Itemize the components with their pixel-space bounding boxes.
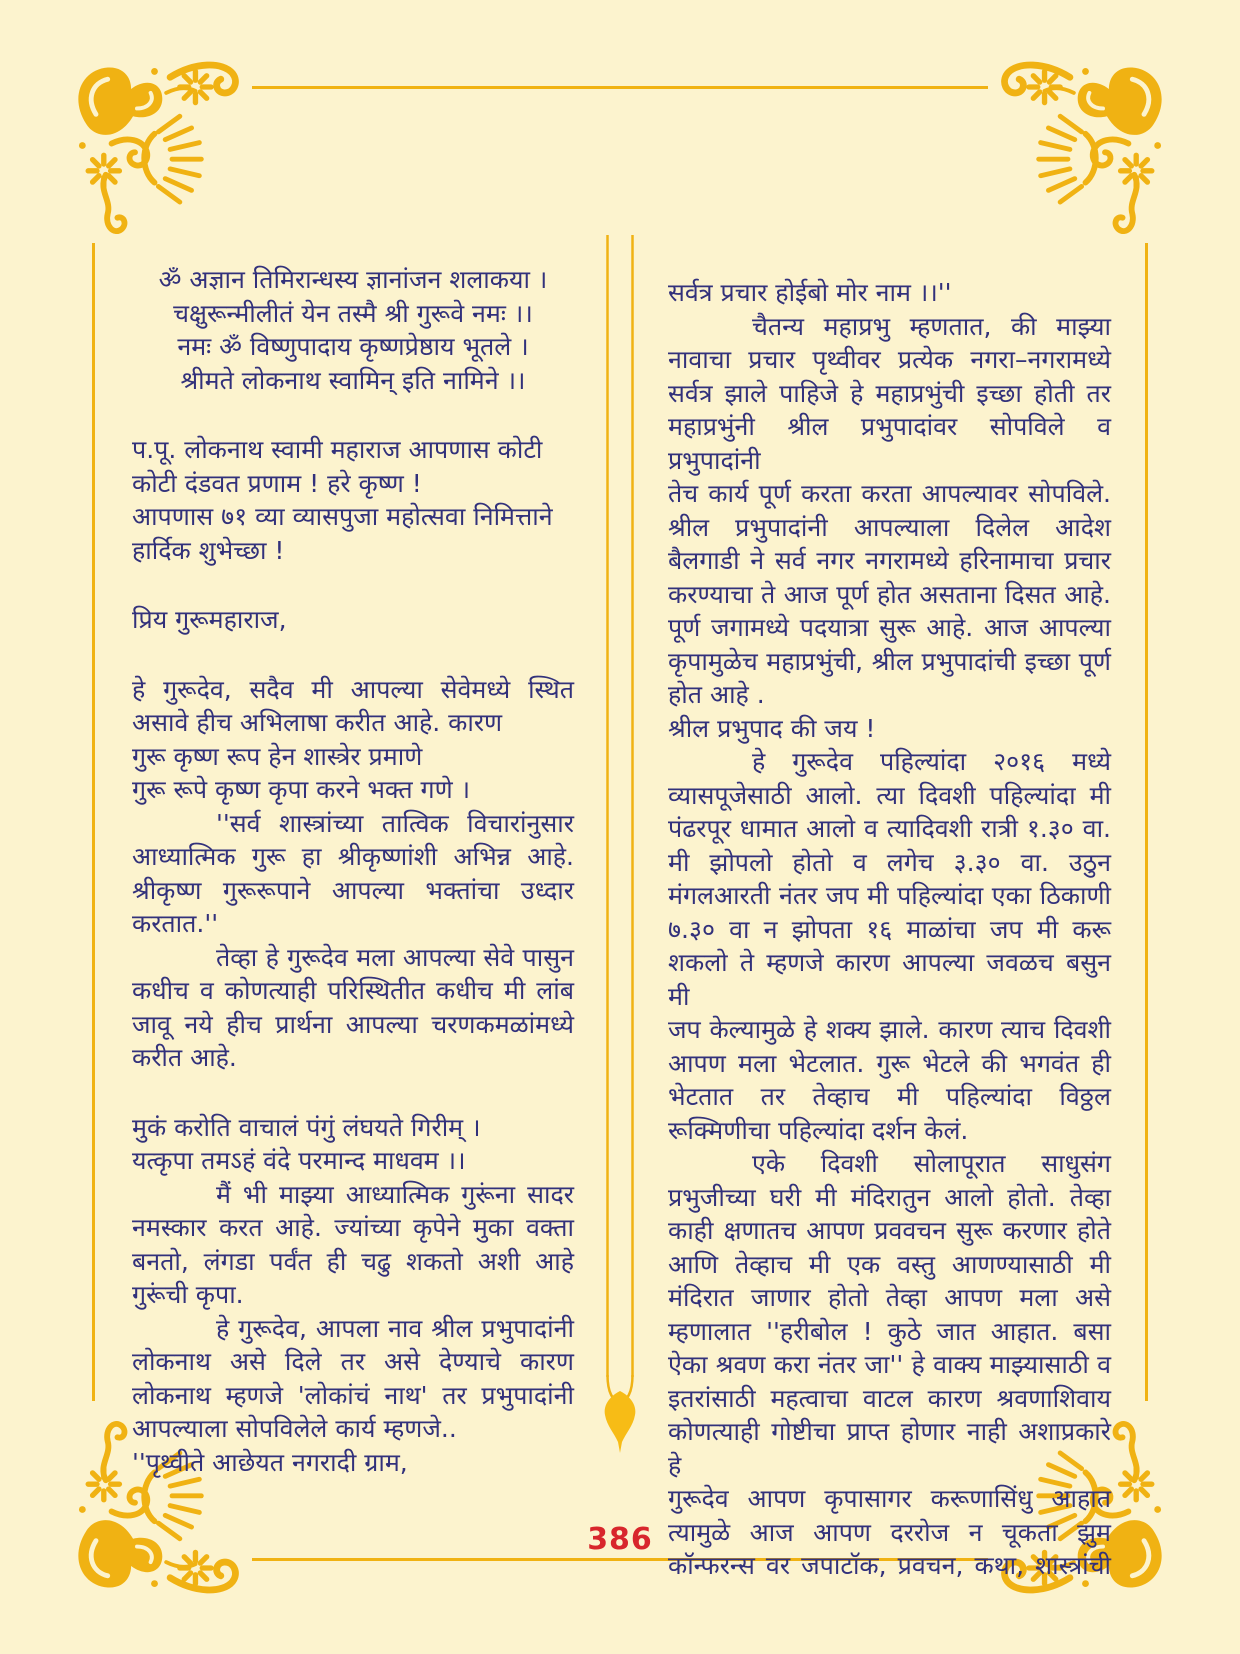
text-line: प्रिय गुरूमहाराज, (132, 605, 287, 634)
page-number: 386 (587, 1522, 653, 1557)
text-line: भेटतात तर तेव्हाच मी पहिल्यांदा विठ्ठल (668, 1082, 1111, 1111)
text-line: आपणास ७१ व्या व्यासपुजा महोत्सवा निमित्ताने (132, 502, 553, 531)
opening-verse (132, 263, 574, 397)
text-line: त्यामुळे आज आपण दररोज न चूकता झुम (668, 1517, 1111, 1547)
border-line-right (1145, 243, 1148, 1401)
text-line: ऐका श्रवण करा नंतर जा'' हे वाक्य माझ्यासाठी व (668, 1350, 1111, 1379)
text-line: होत आहे . (668, 680, 765, 709)
text-line: करण्याचा ते आज पूर्ण होत असताना दिसत आहे. (668, 579, 1111, 609)
text-line: आपण मला भेटलात. गुरू भेटले की भगवंत ही (668, 1048, 1111, 1078)
text-line: तेव्हा हे गुरूदेव मला आपल्या सेवे पासुन (216, 942, 574, 972)
text-line: प.पू. लोकनाथ स्वामी महाराज आपणास कोटी (132, 435, 543, 464)
text-line: गुरूदेव आपण कृपासागर करूणासिंधु आहात (668, 1484, 1111, 1513)
quoted-verse-line (668, 276, 1111, 310)
jai-line (668, 712, 1111, 746)
text-line: कोणत्याही गोष्टीचा प्राप्त होणार नाही अशाप्रकारे हे (668, 1417, 1111, 1480)
text-line: हार्दिक शुभेच्छा ! (132, 535, 285, 565)
left-text-column (132, 263, 574, 1479)
text-line: कॉन्फरन्स वर जपाटॉक, प्रवचन, कथा, शास्त्रांची (668, 1551, 1111, 1580)
body-paragraph (132, 807, 574, 941)
text-line: कधीच व कोणत्याही परिस्थितीत कधीच मी लांब (132, 976, 574, 1005)
sanskrit-couplet (132, 1111, 574, 1178)
body-paragraph (668, 745, 1111, 1147)
text-line: लोकनाथ असे दिले तर असे देण्याचे कारण (132, 1347, 574, 1376)
text-line: नमः ॐ विष्णुपादाय कृष्णप्रेष्ठाय भूतले । (177, 332, 529, 361)
text-line: करतात.'' (132, 909, 219, 938)
text-line: करीत आहे. (132, 1043, 237, 1072)
text-line: कोटी दंडवत प्रणाम ! हरे कृष्ण ! (132, 468, 422, 498)
text-line: हे गुरूदेव पहिल्यांदा २०१६ मध्ये (752, 747, 1111, 776)
text-line: लोकनाथ म्हणजे 'लोकांचं नाथ' तर प्रभुपादांनी (132, 1380, 574, 1410)
text-line: जावू नये हीच प्रार्थना आपल्या चरणकमळांमध्ये (132, 1009, 574, 1039)
text-line: ''पृथ्वीते आछेयत नगरादी ग्राम, (132, 1447, 408, 1477)
text-line: इतरांसाठी महत्वाचा वाटल कारण श्रवणाशिवाय (668, 1383, 1111, 1413)
text-line: पंढरपूर धामात आलो व त्यादिवशी रात्री १.३० वा. (668, 814, 1111, 843)
greeting-paragraph (132, 433, 574, 567)
text-line: श्रीकृष्ण गुरूरूपाने आपल्या भक्तांचा उध्दार (132, 875, 574, 905)
text-line: जप केल्यामुळे हे शक्य झाले. कारण त्याच दिवशी (668, 1015, 1111, 1044)
text-line: गुरू रूपे कृष्ण कृपा करने भक्त गणे । (132, 775, 471, 804)
text-line: व्यासपूजेसाठी आलो. त्या दिवशी पहिल्यांदा मी (668, 780, 1111, 810)
text-line: मुकं करोति वाचालं पंगुं लंघयते गिरीम् । (132, 1112, 481, 1142)
text-line: सर्वत्र झाले पाहिजे हे महाप्रभुंची इच्छा होती तर (668, 378, 1111, 408)
text-line: आध्यात्मिक गुरू हा श्रीकृष्णांशी अभिन्न आहे. (132, 842, 574, 871)
text-line: कृपामुळेच महाप्रभुंची, श्रील प्रभुपादांची इच्छा पूर्ण (668, 646, 1111, 676)
text-line: मैं भी माझ्या आध्यात्मिक गुरूंना सादर (216, 1179, 574, 1209)
text-line: मंदिरात जाणार होतो तेव्हा आपण मला असे (668, 1283, 1111, 1312)
text-line: बैलगाडी ने सर्व नगर नगरामध्ये हरिनामाचा प्रचार (668, 546, 1111, 575)
text-line: म्हणालात ''हरीबोल ! कुठे जात आहात. बसा (668, 1316, 1111, 1346)
text-line: बनतो, लंगडा पर्वंत ही चढु शकतो अशी आहे (132, 1246, 574, 1276)
text-line: हे गुरूदेव, सदैव मी आपल्या सेवेमध्ये स्थित (132, 674, 574, 704)
text-line: गुरूंची कृपा. (132, 1280, 244, 1309)
right-text-column (668, 276, 1111, 1583)
corner-flourish-top-right-icon (988, 48, 1183, 243)
corner-flourish-top-left-icon (57, 48, 252, 243)
text-line: प्रभुजीच्या घरी मी मंदिरातुन आलो होतो. तेव्हा (668, 1182, 1111, 1212)
text-line: ''सर्व शास्त्रांच्या तात्विक विचारांनुसार (216, 808, 574, 838)
border-line-top (252, 86, 988, 89)
text-line: पूर्ण जगामध्ये पदयात्रा सुरू आहे. आज आपल्या (668, 613, 1111, 642)
text-line: श्रीमते लोकनाथ स्वामिन् इति नामिने ।। (180, 365, 526, 395)
text-line: श्रील प्रभुपाद की जय ! (668, 713, 876, 743)
body-paragraph (132, 941, 574, 1075)
text-line: एके दिवशी सोलापूरात साधुसंग (752, 1149, 1111, 1178)
text-line: तेच कार्य पूर्ण करता करता आपल्यावर सोपविले. (668, 479, 1111, 508)
text-line: चैतन्य महाप्रभु म्हणतात, की माझ्या (752, 311, 1111, 341)
text-line: गुरू कृष्ण रूप हेन शास्त्रेर प्रमाणे (132, 741, 423, 771)
text-line: आपल्याला सोपविलेले कार्य म्हणजे.. (132, 1414, 457, 1443)
text-line: नावाचा प्रचार पृथ्वीवर प्रत्येक नगरा–नगरामध्ये (668, 345, 1111, 374)
body-paragraph (668, 1147, 1111, 1583)
salutation (132, 603, 574, 637)
text-line: चक्षुरून्मीलीतं येन तस्मै श्री गुरूवे नमः ।। (173, 298, 533, 328)
text-line: ७.३० वा न झोपता १६ माळांचा जप मी करू (668, 914, 1111, 944)
text-line: सर्वत्र प्रचार होईबो मोर नाम ।।'' (668, 278, 952, 307)
text-line: आणि तेव्हाच मी एक वस्तु आणण्यासाठी मी (668, 1249, 1111, 1279)
column-divider-pendant-icon (600, 235, 640, 1455)
text-line: असावे हीच अभिलाषा करीत आहे. कारण (132, 708, 503, 737)
text-line: हे गुरूदेव, आपला नाव श्रील प्रभुपादांनी (216, 1313, 574, 1343)
body-paragraph (132, 673, 574, 807)
body-paragraph (132, 1312, 574, 1446)
text-line: श्रील प्रभुपादांनी आपल्याला दिलेल आदेश (668, 512, 1111, 542)
text-line: महाप्रभुंनी श्रील प्रभुपादांवर सोपविले व प्रभुपादांनी (668, 412, 1111, 475)
border-line-left (92, 243, 95, 1401)
text-line: नमस्कार करत आहे. ज्यांच्या कृपेने मुका वक्ता (132, 1213, 574, 1242)
text-line: ॐ अज्ञान तिमिरान्धस्य ज्ञानांजन शलाकया । (158, 265, 548, 294)
text-line: मंगलआरती नंतर जप मी पहिल्यांदा एका ठिकाणी (668, 881, 1111, 910)
text-line: काही क्षणातच आपण प्रववचन सुरू करणार होते (668, 1216, 1111, 1245)
body-paragraph (668, 310, 1111, 712)
text-line: मी झोपलो होतो व लगेच ३.३० वा. उठुन (668, 847, 1111, 877)
text-line: रूक्मिणीचा पहिल्यांदा दर्शन केलं. (668, 1115, 969, 1145)
body-paragraph (132, 1178, 574, 1312)
text-line: यत्कृपा तमऽहं वंदे परमान्द माधवम ।। (132, 1146, 466, 1175)
text-line: शकलो ते म्हणजे कारण आपल्या जवळच बसुन मी (668, 948, 1111, 1011)
quoted-verse-line (132, 1446, 574, 1480)
